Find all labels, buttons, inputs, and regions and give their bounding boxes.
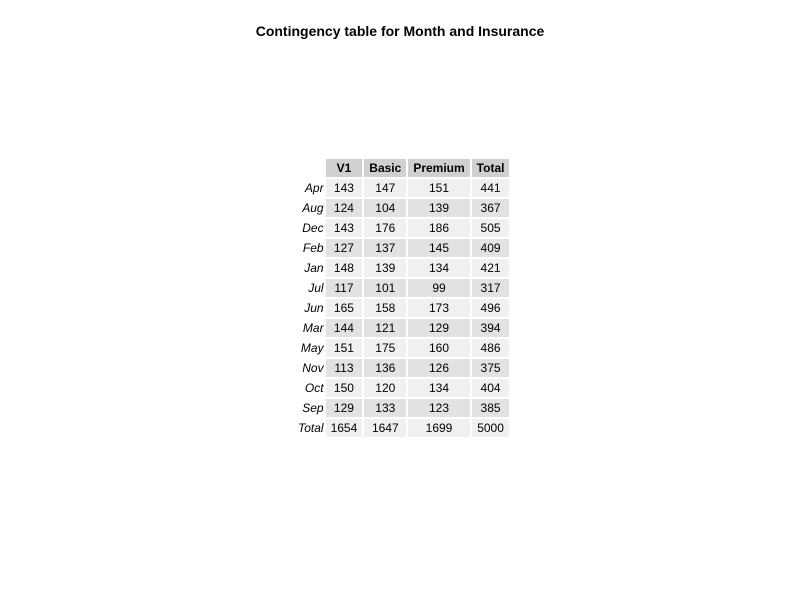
- table-cell: 99: [408, 279, 469, 297]
- table-cell: 133: [364, 399, 406, 417]
- table-cell: 139: [408, 199, 469, 217]
- table-cell: 151: [408, 179, 469, 197]
- table-cell: 147: [364, 179, 406, 197]
- table-row: [296, 379, 509, 397]
- column-header-v1: V1: [326, 159, 363, 177]
- row-label: Aug: [302, 201, 324, 215]
- table-cell: 1647: [364, 419, 406, 437]
- row-label: Feb: [302, 241, 324, 255]
- table-row: [296, 239, 509, 257]
- table-cell: 150: [326, 379, 363, 397]
- table-cell: 127: [326, 239, 363, 257]
- table-cell: 129: [326, 399, 363, 417]
- table-cell: 134: [408, 379, 469, 397]
- table-cell: 134: [408, 259, 469, 277]
- table-row: [296, 339, 509, 357]
- table-cell: 121: [364, 319, 406, 337]
- table-cell: 124: [326, 199, 363, 217]
- table-cell: 404: [472, 379, 510, 397]
- row-label: Sep: [302, 401, 324, 415]
- row-label: Jul: [308, 281, 324, 295]
- row-label: Nov: [302, 361, 324, 375]
- table-row: [296, 199, 509, 217]
- table-cell: 145: [408, 239, 469, 257]
- table-cell: 123: [408, 399, 469, 417]
- table-cell: 136: [364, 359, 406, 377]
- contingency-table: [294, 157, 511, 439]
- table-cell: 101: [364, 279, 406, 297]
- row-label: Oct: [304, 381, 324, 395]
- table-cell: 158: [364, 299, 406, 317]
- row-label: May: [300, 341, 324, 355]
- table-cell: 375: [472, 359, 510, 377]
- table-cell: 104: [364, 199, 406, 217]
- table-row: [296, 359, 509, 377]
- row-label: Apr: [304, 181, 324, 195]
- table-cell: 496: [472, 299, 510, 317]
- table-cell: 175: [364, 339, 406, 357]
- table-cell: 317: [472, 279, 510, 297]
- table-cell: 117: [326, 279, 363, 297]
- table-cell: 129: [408, 319, 469, 337]
- table-cell: 120: [364, 379, 406, 397]
- table-cell: 165: [326, 299, 363, 317]
- table-row: [296, 279, 509, 297]
- table-cell: 143: [326, 219, 363, 237]
- contingency-table-container: [294, 157, 511, 439]
- table-cell: 176: [364, 219, 406, 237]
- table-corner: [296, 159, 324, 177]
- table-row: [296, 319, 509, 337]
- table-cell: 143: [326, 179, 363, 197]
- row-label: Dec: [302, 221, 324, 235]
- table-cell: 394: [472, 319, 510, 337]
- row-label: Mar: [302, 321, 324, 335]
- table-cell: 367: [472, 199, 510, 217]
- table-cell: 113: [326, 359, 363, 377]
- row-label: Jan: [304, 261, 324, 275]
- table-cell: 139: [364, 259, 406, 277]
- table-row: [296, 219, 509, 237]
- table-cell: 126: [408, 359, 469, 377]
- table-cell: 505: [472, 219, 510, 237]
- table-cell: 421: [472, 259, 510, 277]
- table-body: [296, 179, 509, 437]
- row-label: Total: [298, 421, 324, 435]
- table-cell: 148: [326, 259, 363, 277]
- table-cell: 1699: [408, 419, 469, 437]
- table-row: [296, 179, 509, 197]
- table-cell: 1654: [326, 419, 363, 437]
- table-cell: 5000: [472, 419, 510, 437]
- table-row: [296, 299, 509, 317]
- column-header-basic: Basic: [364, 159, 406, 177]
- table-cell: 137: [364, 239, 406, 257]
- table-row: [296, 259, 509, 277]
- total-row: [296, 419, 509, 437]
- row-label: Jun: [304, 301, 324, 315]
- column-header-total: Total: [472, 159, 510, 177]
- table-row: [296, 399, 509, 417]
- header-row: [296, 159, 509, 177]
- column-header-premium: Premium: [408, 159, 469, 177]
- table-cell: 173: [408, 299, 469, 317]
- table-cell: 409: [472, 239, 510, 257]
- table-cell: 151: [326, 339, 363, 357]
- table-cell: 160: [408, 339, 469, 357]
- table-cell: 144: [326, 319, 363, 337]
- chart-title: Contingency table for Month and Insurance: [255, 23, 545, 39]
- table-cell: 186: [408, 219, 469, 237]
- table-cell: 486: [472, 339, 510, 357]
- table-cell: 441: [472, 179, 510, 197]
- table-cell: 385: [472, 399, 510, 417]
